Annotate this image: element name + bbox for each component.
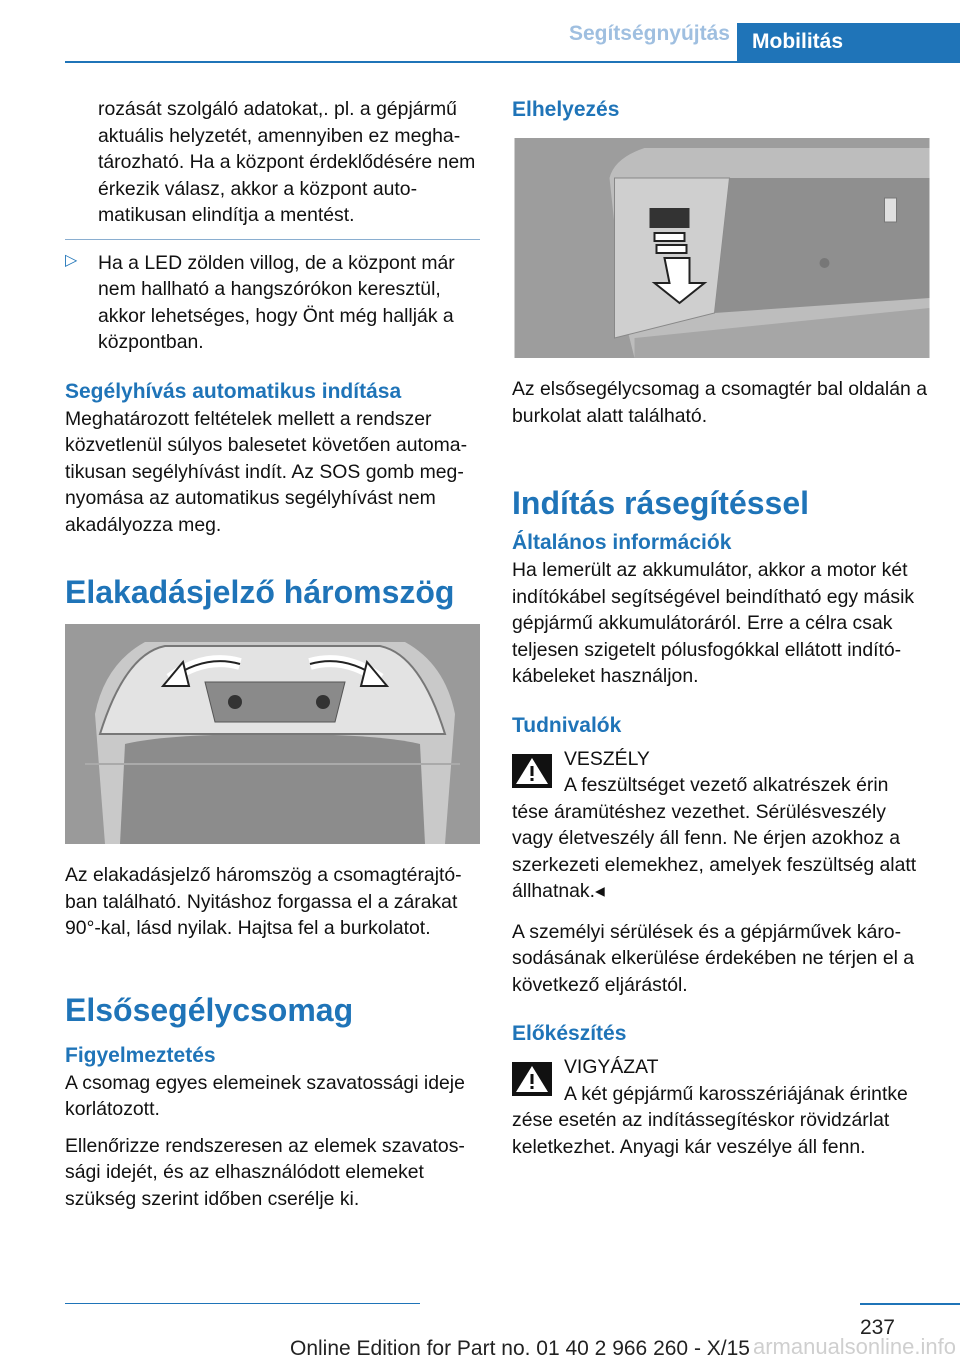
- section-tab-mobility: Mobilitás: [737, 23, 960, 63]
- footer-rule-right: [860, 1303, 960, 1305]
- caution-text-first-line: A két gépjármű karosszériájának érintke: [564, 1082, 908, 1105]
- danger-warning-block: [512, 746, 932, 905]
- section-tab-assistance: Segítségnyújtás: [568, 22, 730, 45]
- page-number: 237: [859, 1316, 895, 1339]
- paragraph-general-info: Ha lemerült az akkumulátor, akkor a motor két indítókábel segítségével beindítható egy másik gépjármű akkumulátoráról. Erre a célra csak teljesen szigetelt pólusfogókkal ellátott indítókábeleket használjon.: [512, 559, 915, 687]
- caution-warning-block: [512, 1054, 932, 1160]
- bullet-divider: [65, 239, 480, 240]
- paragraph-auto-emergency-call: Meghatározott feltételek mellett a rendszer közvetlenül súlyos balesetet követően automatikusan segélyhívást indít. Az SOS gomb megnyomása az automatikus segélyhívást nem akadályozza meg.: [65, 407, 468, 536]
- left-column: [65, 96, 480, 1212]
- caution-text: zése esetén az indítássegítéskor rövidzárlat keletkezhet. Anyagi kár veszélye áll fenn.: [512, 1109, 890, 1158]
- footer-rule: [65, 1303, 420, 1304]
- heading-jump-start: Indítás rásegítéssel: [512, 485, 810, 521]
- warning-triangle-figure: [65, 624, 480, 844]
- caption-warning-triangle: Az elakadásjelző háromszög a csomagtérajtóban található. Nyitáshoz forgassa el a zárakat 90°-kal, lásd nyilak. Hajtsa fel a burkolatot.: [65, 864, 462, 939]
- list-item: [65, 250, 480, 356]
- heading-location: Elhelyezés: [512, 98, 620, 121]
- paragraph-personal-injury: A személyi sérülések és a gépjárművek károsodásának elkerülése érdekében ne térjen el a következő eljárástól.: [512, 920, 915, 996]
- warning-triangle-icon: [512, 1062, 552, 1096]
- danger-title: VESZÉLY: [564, 747, 650, 770]
- watermark: armanualsonline.info: [752, 1334, 956, 1359]
- danger-text-first-line: A feszültséget vezető alkatrészek érin: [564, 774, 889, 796]
- warning-triangle-icon: [512, 754, 552, 788]
- edition-note: Online Edition for Part no. 01 40 2 966 260 - X/15: [290, 1337, 750, 1360]
- continued-paragraph: rozását szolgáló adatokat,. pl. a gépjármű aktuális helyzetét, amennyiben ez meghatározható. Ha a központ érdeklődésére nem érkezik válasz, akkor a központ automatikusan elindítja a mentést.: [98, 98, 476, 226]
- heading-preparation: Előkészítés: [512, 1022, 627, 1045]
- caption-first-aid-kit: Az elsősegélycsomag a csomagtér bal oldalán a burkolat alatt található.: [512, 378, 927, 427]
- bullet-text: Ha a LED zölden villog, de a központ már nem hallható a hangszórókon keresztül, akkor lehetséges, hogy Önt még hallják a központban.: [98, 251, 455, 353]
- heading-auto-emergency-call: Segélyhívás automatikus indítása: [65, 379, 402, 403]
- danger-text: tése áramütéshez vezethet. Sérülésveszély vagy életveszély áll fenn. Ne érjen azokhoz a szerkezeti elemekhez, amelyek feszültség alatt állhatnak.◂: [512, 800, 917, 902]
- right-column: [512, 96, 932, 1160]
- heading-notes: Tudnivalók: [512, 713, 622, 737]
- heading-first-aid-kit: Elsősegélycsomag: [65, 991, 354, 1028]
- triangle-bullet-icon: ▷: [65, 251, 78, 269]
- paragraph-notice-1: A csomag egyes elemeinek szavatossági ideje korlátozott.: [65, 1071, 465, 1120]
- heading-notice: Figyelmeztetés: [65, 1043, 216, 1067]
- paragraph-notice-2: Ellenőrizze rendszeresen az elemek szavatossági idejét, és az elhasználódott elemeket szükség szerint időben cserélje ki.: [65, 1134, 465, 1210]
- page-header: [0, 0, 960, 62]
- caution-title: VIGYÁZAT: [564, 1056, 659, 1078]
- heading-warning-triangle: Elakadásjelző háromszög: [65, 574, 455, 610]
- heading-general-info: Általános információk: [512, 531, 732, 554]
- header-rule: [65, 61, 960, 63]
- first-aid-kit-figure: [512, 138, 932, 358]
